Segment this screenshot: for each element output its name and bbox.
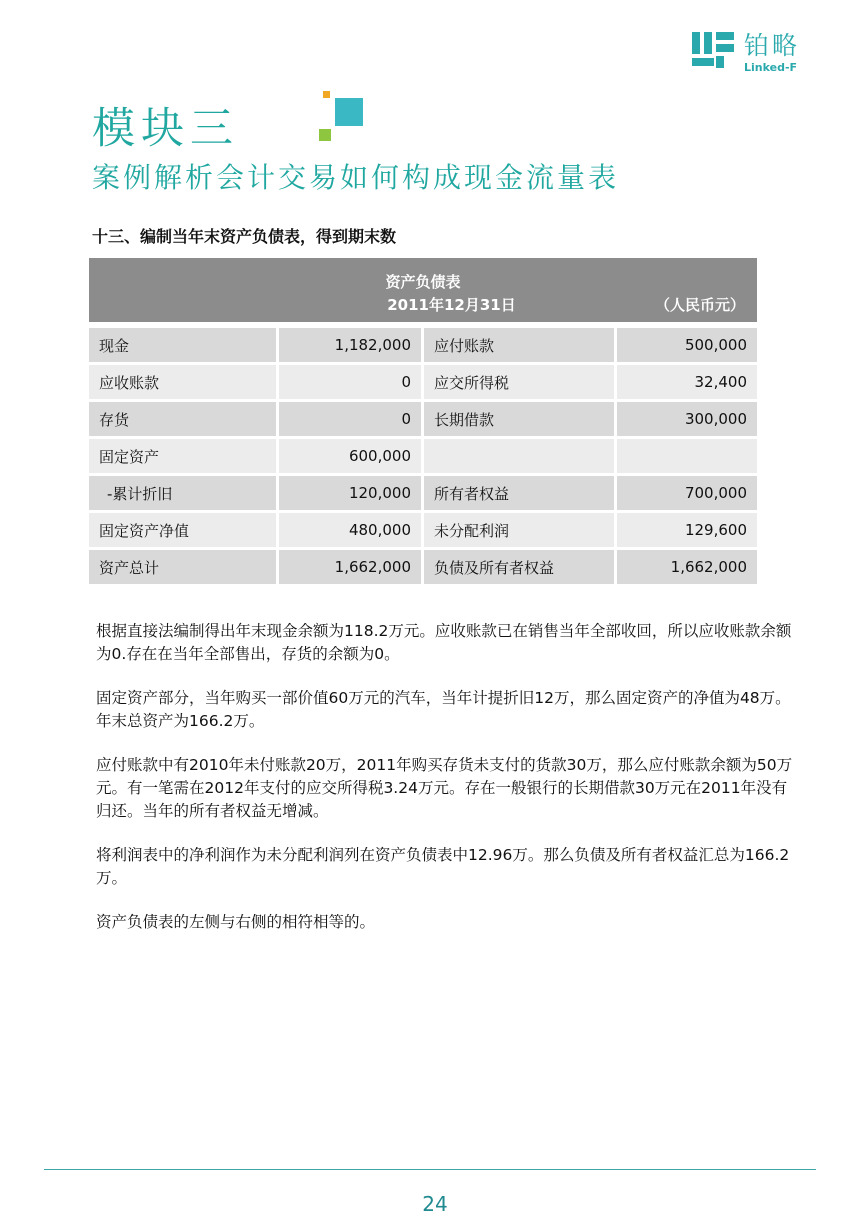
liability-value: 700,000 xyxy=(617,476,757,513)
liability-total-label: 负债及所有者权益 xyxy=(424,550,617,587)
balance-sheet-header xyxy=(89,258,757,322)
liability-label xyxy=(424,439,617,476)
module-subtitle: 案例解析会计交易如何构成现金流量表 xyxy=(92,161,620,194)
balance-sheet-title: 资产负债表 xyxy=(385,273,461,291)
logo-name-cn: 铂略 xyxy=(744,31,801,60)
module-title: 模块三 xyxy=(92,104,239,154)
logo-name-en: Linked-F xyxy=(744,61,798,74)
table-row-total xyxy=(89,550,757,587)
page-number: 24 xyxy=(422,1192,448,1216)
liability-label: 应付账款 xyxy=(424,328,617,365)
liability-label: 所有者权益 xyxy=(424,476,617,513)
asset-total-value: 1,662,000 xyxy=(279,550,424,587)
explanation-text xyxy=(96,620,796,955)
footer-divider xyxy=(44,1169,816,1170)
asset-label: -累计折旧 xyxy=(89,476,279,513)
decor-square-green xyxy=(319,129,331,141)
liability-label: 长期借款 xyxy=(424,402,617,439)
table-row xyxy=(89,402,757,439)
asset-value: 600,000 xyxy=(279,439,424,476)
liability-label: 未分配利润 xyxy=(424,513,617,550)
asset-value: 120,000 xyxy=(279,476,424,513)
liability-value: 500,000 xyxy=(617,328,757,365)
asset-total-label: 资产总计 xyxy=(89,550,279,587)
paragraph: 将利润表中的净利润作为未分配利润列在资产负债表中12.96万。那么负债及所有者权益汇总为166.2万。 xyxy=(96,846,790,887)
balance-sheet xyxy=(89,258,757,587)
asset-value: 1,182,000 xyxy=(279,328,424,365)
paragraph: 固定资产部分，当年购买一部价值60万元的汽车，当年计提折旧12万，那么固定资产的净值为48万。年末总资产为166.2万。 xyxy=(96,689,791,730)
paragraph: 资产负债表的左侧与右侧的相符相等的。 xyxy=(96,913,376,931)
table-row xyxy=(89,439,757,476)
asset-label: 应收账款 xyxy=(89,365,279,402)
paragraph: 根据直接法编制得出年末现金余额为118.2万元。应收账款已在销售当年全部收回，所以应收账款余额为0.存在在当年全部售出，存货的余额为0。 xyxy=(96,622,792,663)
liability-value xyxy=(617,439,757,476)
table-row xyxy=(89,476,757,513)
asset-value: 0 xyxy=(279,402,424,439)
brand-logo xyxy=(692,30,812,74)
table-row xyxy=(89,328,757,365)
table-row xyxy=(89,513,757,550)
liability-value: 300,000 xyxy=(617,402,757,439)
balance-sheet-unit: （人民币元） xyxy=(654,296,745,314)
balance-sheet-table xyxy=(89,328,757,587)
asset-label: 固定资产 xyxy=(89,439,279,476)
liability-total-value: 1,662,000 xyxy=(617,550,757,587)
balance-sheet-date: 2011年12月31日 xyxy=(387,296,516,314)
liability-value: 129,600 xyxy=(617,513,757,550)
asset-label: 存货 xyxy=(89,402,279,439)
decor-square-orange xyxy=(323,91,330,98)
asset-value: 0 xyxy=(279,365,424,402)
logo-mark-icon xyxy=(692,32,736,70)
decor-square-teal xyxy=(335,98,363,126)
liability-value: 32,400 xyxy=(617,365,757,402)
asset-label: 固定资产净值 xyxy=(89,513,279,550)
paragraph: 应付账款中有2010年未付账款20万，2011年购买存货未支付的货款30万，那么应付账款余额为50万元。有一笔需在2012年支付的应交所得税3.24万元。存在一般银行的长期借款30万元在2011年没有归还。当年的所有者权益无增减。 xyxy=(96,756,793,820)
table-row xyxy=(89,365,757,402)
asset-label: 现金 xyxy=(89,328,279,365)
liability-label: 应交所得税 xyxy=(424,365,617,402)
section-heading: 十三、编制当年末资产负债表，得到期末数 xyxy=(92,227,397,246)
asset-value: 480,000 xyxy=(279,513,424,550)
